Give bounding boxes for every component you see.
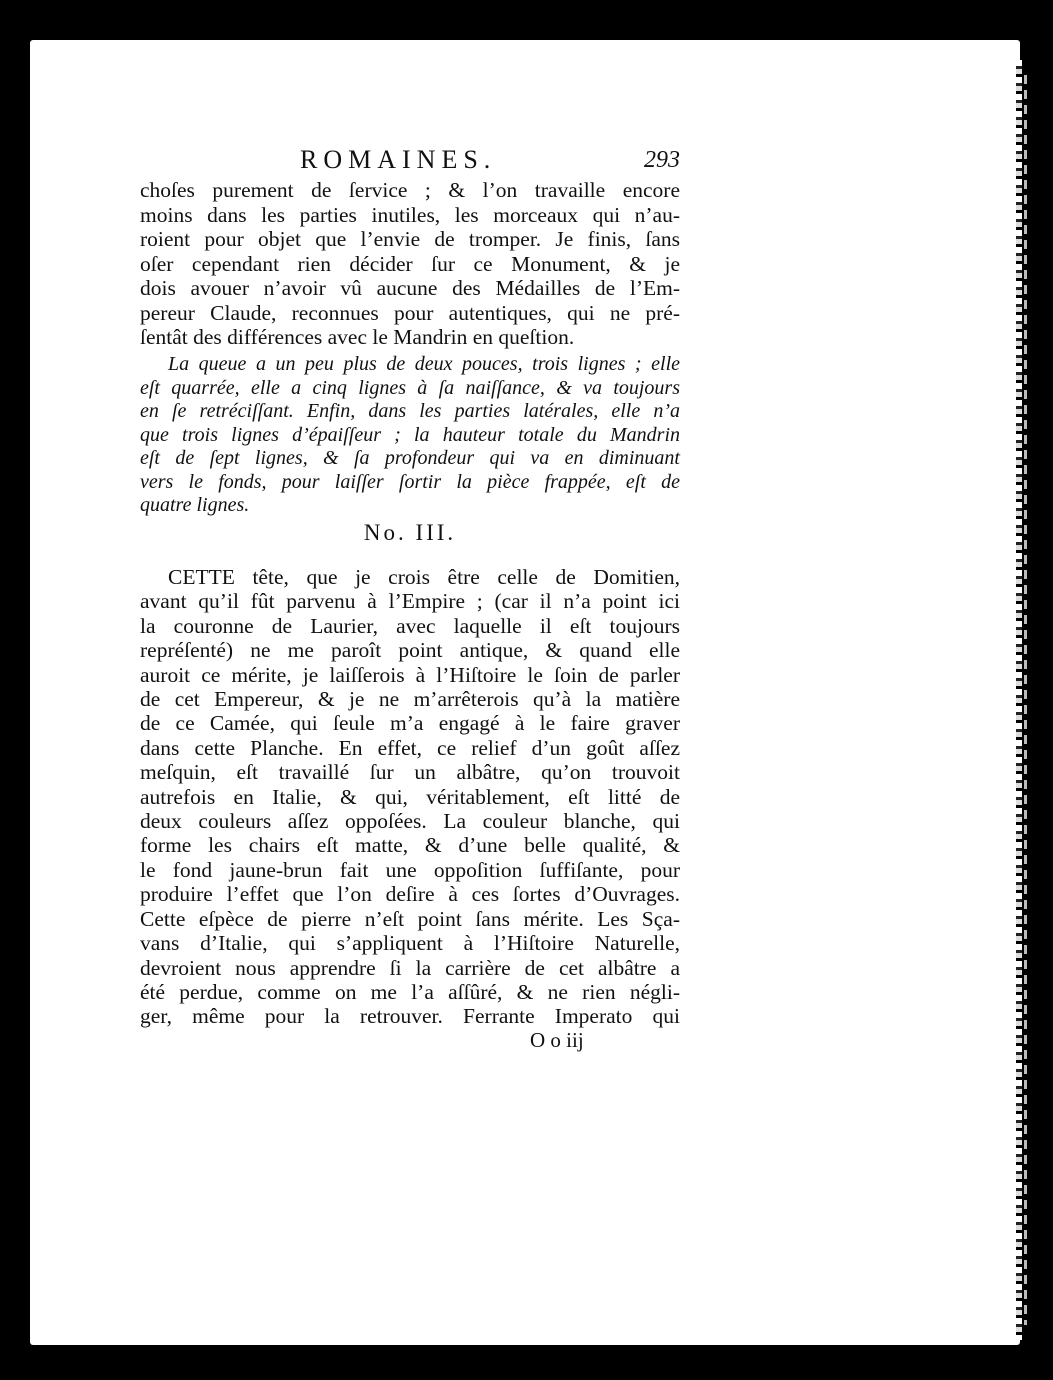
body-paragraph bbox=[140, 565, 680, 1029]
text-line: repréſenté) ne me paroît point antique, & quand elle bbox=[140, 638, 680, 663]
text-line: que trois lignes d’épaiſſeur ; la hauteur totale du Mandrin bbox=[140, 423, 680, 446]
page-number: 293 bbox=[644, 147, 680, 173]
text-line: meſquin, eſt travaillé ſur un albâtre, qu’on trouvoit bbox=[140, 760, 680, 785]
text-line: le fond jaune-brun fait une oppoſition ſuffiſante, pour bbox=[140, 857, 680, 882]
page-edge-stack-outer bbox=[1024, 75, 1027, 1325]
text-line: été perdue, comme on me l’a aſſûré, & ne rien négli- bbox=[140, 979, 680, 1004]
text-line: moins dans les parties inutiles, les morceaux qui n’au- bbox=[140, 202, 680, 227]
text-line: roient pour objet que l’envie de tromper. Je finis, ſans bbox=[140, 227, 680, 251]
text-line: dois avouer n’avoir vû aucune des Médailles de l’Em- bbox=[140, 276, 680, 300]
text-line: deux couleurs aſſez oppoſées. La couleur blanche, qui bbox=[140, 809, 680, 834]
text-line: autrefois en Italie, & qui, véritablement, eſt litté de bbox=[140, 784, 680, 809]
text-line: de cet Empereur, & je ne m’arrêterois qu’à la matière bbox=[140, 687, 680, 712]
page-edge-stack bbox=[1016, 60, 1022, 1340]
text-line: La queue a un peu plus de deux pouces, trois lignes ; elle bbox=[168, 353, 680, 375]
text-line: de ce Camée, qui ſeule m’a engagé à le faire graver bbox=[140, 711, 680, 736]
text-line: vans d’Italie, qui s’appliquent à l’Hiſtoire Naturelle, bbox=[140, 931, 680, 956]
text-line: choſes purement de ſervice ; & l’on travaille encore bbox=[140, 178, 680, 202]
text-line: forme les chairs eſt matte, & d’une belle qualité, & bbox=[140, 833, 680, 858]
text-line: ſentât des différences avec le Mandrin en queſtion. bbox=[140, 325, 575, 349]
paragraph-continued bbox=[140, 178, 680, 350]
text-line: Cette eſpèce de pierre n’eſt point ſans mérite. Les Sça- bbox=[140, 906, 680, 931]
running-title: ROMAINES. bbox=[300, 145, 497, 174]
text-line: pereur Claude, reconnues pour autentiques, qui ne pré- bbox=[140, 300, 680, 325]
section-heading: No. III. bbox=[363, 520, 457, 545]
text-line: CETTE tête, que je crois être celle de Domitien, bbox=[168, 565, 680, 589]
text-line: avant qu’il fût parvenu à l’Empire ; (car il n’a point ici bbox=[140, 589, 680, 614]
text-line: oſer cependant rien décider ſur ce Monument, & je bbox=[140, 251, 680, 276]
signature-mark: O o iij bbox=[530, 1028, 584, 1052]
text-line: la couronne de Laurier, avec laquelle il eſt toujours bbox=[140, 613, 680, 638]
text-line: vers le fonds, pour laiſſer ſortir la pièce frappée, eſt de bbox=[140, 470, 680, 493]
text-line: dans cette Planche. En effet, ce relief d’un goût aſſez bbox=[140, 735, 680, 760]
text-line: en ſe retréciſſant. Enfin, dans les parties latérales, elle n’a bbox=[140, 400, 680, 422]
text-line: devroient nous apprendre ſi la carrière de cet albâtre a bbox=[140, 955, 680, 980]
text-line: produire l’effet que l’on deſire à ces ſortes d’Ouvrages. bbox=[140, 882, 680, 907]
text-line: eſt de ſept lignes, & ſa profondeur qui va en diminuant bbox=[140, 447, 680, 469]
text-line: auroit ce mérite, je laiſſerois à l’Hiſtoire le ſoin de parler bbox=[140, 662, 680, 687]
italic-description-paragraph bbox=[140, 353, 680, 518]
text-line: quatre lignes. bbox=[140, 494, 250, 516]
text-line: ger, même pour la retrouver. Ferrante Imperato qui bbox=[140, 1004, 680, 1029]
text-line: eſt quarrée, elle a cinq lignes à ſa naiſſance, & va toujours bbox=[140, 376, 680, 399]
